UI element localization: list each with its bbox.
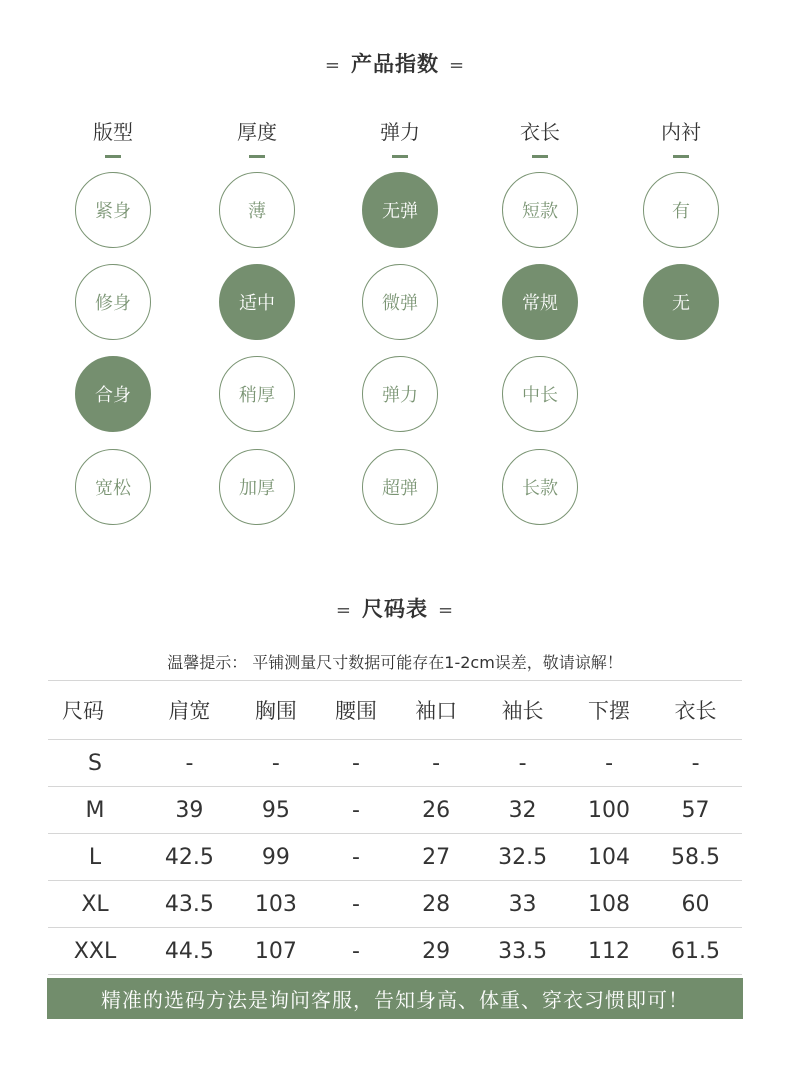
measurement-cell: 39: [175, 797, 204, 823]
measurement-cell: 33.5: [498, 938, 548, 964]
index-option: 宽松: [75, 449, 151, 525]
measurement-cell: -: [518, 750, 527, 776]
table-row: [48, 787, 742, 834]
measurement-cell: 103: [254, 891, 297, 917]
table-row: [48, 834, 742, 881]
measurement-cell: 33: [508, 891, 537, 917]
index-column-label: [53, 116, 173, 158]
size-label-cell: XL: [81, 891, 109, 917]
table-row: [48, 740, 742, 787]
index-column-label-text: 厚度: [237, 120, 277, 144]
column-underline: [392, 155, 408, 158]
measurement-cell: 42.5: [164, 844, 214, 870]
index-option-selected: 常规: [502, 264, 578, 340]
measurement-cell: 32.5: [498, 844, 548, 870]
index-option-selected: 适中: [219, 264, 295, 340]
measurement-cell: 112: [588, 938, 631, 964]
measurement-cell: -: [185, 750, 194, 776]
index-column-label: [340, 116, 460, 158]
measurement-cell: 60: [681, 891, 710, 917]
column-underline: [673, 155, 689, 158]
size-table-header-cell: 肩宽: [168, 699, 211, 723]
size-advice-banner: 精准的选码方法是询问客服，告知身高、体重、穿衣习惯即可！: [47, 978, 743, 1019]
index-column-label-text: 内衬: [661, 120, 701, 144]
index-option: 弹力: [362, 356, 438, 432]
measurement-cell: 28: [422, 891, 451, 917]
measurement-cell: 58.5: [671, 844, 721, 870]
measurement-cell: -: [352, 891, 360, 917]
product-index-title: = 产品指数 =: [324, 52, 466, 76]
size-label-cell: L: [88, 844, 102, 870]
measurement-cell: 29: [422, 938, 451, 964]
table-row: [48, 928, 742, 975]
index-option: 超弹: [362, 449, 438, 525]
measurement-cell: 32: [508, 797, 537, 823]
index-option: 长款: [502, 449, 578, 525]
index-column-label-text: 版型: [93, 120, 133, 144]
index-option: 修身: [75, 264, 151, 340]
index-option-selected: 无: [643, 264, 719, 340]
measurement-cell: 104: [588, 844, 631, 870]
measurement-cell: 43.5: [164, 891, 214, 917]
measurement-cell: 61.5: [671, 938, 721, 964]
index-option: 中长: [502, 356, 578, 432]
measurement-cell: -: [605, 750, 614, 776]
index-option: 紧身: [75, 172, 151, 248]
column-underline: [532, 155, 548, 158]
table-row: [48, 881, 742, 928]
measurement-cell: -: [691, 750, 700, 776]
index-option: 稍厚: [219, 356, 295, 432]
index-option: 短款: [502, 172, 578, 248]
size-table-header-cell: 尺码: [62, 699, 104, 723]
measurement-cell: -: [352, 750, 360, 776]
size-table-header-cell: 袖口: [415, 699, 458, 723]
index-option-selected: 无弹: [362, 172, 438, 248]
measurement-cell: -: [432, 750, 441, 776]
index-column-label: [621, 116, 741, 158]
measurement-tip: 温馨提示： 平铺测量尺寸数据可能存在1-2cm误差，敬请谅解！: [167, 653, 623, 672]
measurement-cell: 100: [588, 797, 631, 823]
size-chart-title: = 尺码表 =: [335, 597, 455, 621]
index-option-selected: 合身: [75, 356, 151, 432]
index-column-label-text: 衣长: [520, 120, 560, 144]
measurement-cell: -: [352, 938, 360, 964]
measurement-cell: 27: [422, 844, 451, 870]
measurement-cell: 107: [254, 938, 297, 964]
measurement-cell: 57: [681, 797, 710, 823]
size-label-cell: M: [85, 797, 105, 823]
measurement-cell: 44.5: [164, 938, 214, 964]
size-table-header: [48, 681, 742, 740]
measurement-cell: 26: [422, 797, 451, 823]
measurement-cell: -: [352, 797, 360, 823]
column-underline: [105, 155, 121, 158]
index-column-label: [480, 116, 600, 158]
measurement-cell: -: [352, 844, 360, 870]
size-table: [48, 680, 742, 975]
column-underline: [249, 155, 265, 158]
index-option: 薄: [219, 172, 295, 248]
size-table-header-cell: 腰围: [334, 699, 377, 723]
size-table-header-cell: 衣长: [674, 699, 717, 723]
index-column-label: [197, 116, 317, 158]
index-option: 有: [643, 172, 719, 248]
size-label-cell: S: [88, 750, 102, 776]
index-column-label-text: 弹力: [380, 120, 420, 144]
size-table-header-cell: 下摆: [588, 699, 631, 723]
size-table-header-cell: 胸围: [254, 699, 297, 723]
measurement-cell: 95: [261, 797, 290, 823]
size-label-cell: XXL: [73, 938, 117, 964]
measurement-cell: 108: [588, 891, 631, 917]
measurement-cell: 99: [261, 844, 290, 870]
index-option: 微弹: [362, 264, 438, 340]
size-table-header-cell: 袖长: [501, 699, 544, 723]
index-option: 加厚: [219, 449, 295, 525]
measurement-cell: -: [271, 750, 280, 776]
